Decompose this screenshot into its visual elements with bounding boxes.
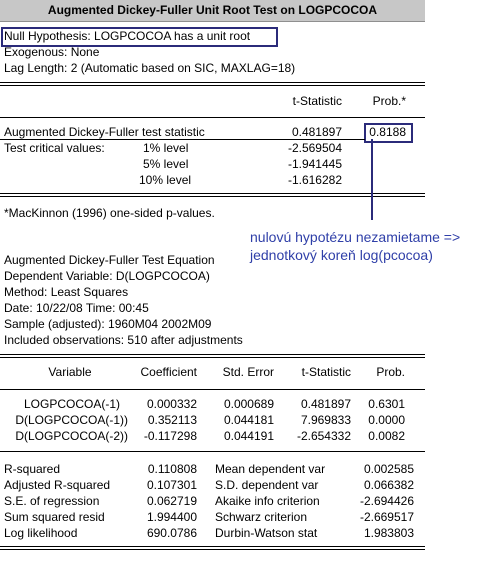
stat-value: 0.062719 (146, 494, 197, 508)
divider (0, 85, 425, 86)
stat-value: -2.669517 (359, 510, 414, 524)
coef-tstat: 7.969833 (300, 413, 351, 427)
adf-tstat-value: 0.481897 (291, 125, 342, 139)
dependent-variable: Dependent Variable: D(LOGPCOCOA) (4, 269, 210, 283)
output-title: Augmented Dickey-Fuller Unit Root Test on LOGPCOCOA (47, 3, 378, 17)
critical-value: -1.616282 (287, 173, 342, 187)
col-header-tstatistic: t-Statistic (292, 94, 342, 108)
stat-label: Durbin-Watson stat (215, 526, 318, 540)
col-header-prob: Prob.* (372, 94, 406, 108)
adf-prob-value: 0.8188 (369, 125, 406, 139)
coef-tstat: -2.654332 (296, 429, 351, 443)
divider (0, 357, 425, 358)
stat-label: Sum squared resid (4, 510, 105, 524)
stat-label: Schwarz criterion (215, 510, 308, 524)
coef-variable: D(LOGPCOCOA(-1)) (15, 413, 128, 427)
critical-level: 5% level (143, 157, 189, 171)
coef-value: 0.352113 (147, 413, 197, 427)
divider (0, 389, 425, 390)
lag-length: Lag Length: 2 (Automatic based on SIC, MAXLAG=18) (4, 61, 296, 75)
stat-value: 1.994400 (146, 510, 197, 524)
stat-value: 690.0786 (146, 526, 197, 540)
stat-label: S.E. of regression (4, 494, 100, 508)
divider (0, 549, 425, 550)
divider (0, 451, 425, 452)
annotation-line-1: nulovú hypotézu nezamietame => (250, 229, 461, 245)
coef-variable: D(LOGPCOCOA(-2)) (15, 429, 128, 443)
critical-value: -1.941445 (287, 157, 342, 171)
coef-std-error: 0.044191 (223, 429, 274, 443)
divider (0, 354, 425, 355)
coef-prob: 0.6301 (368, 397, 405, 411)
stat-value: 0.110808 (147, 462, 197, 476)
divider (0, 139, 365, 140)
stat-value: 0.107301 (146, 478, 197, 492)
mackinnon-footnote: *MacKinnon (1996) one-sided p-values. (4, 206, 215, 220)
stat-label: Log likelihood (4, 526, 78, 540)
annotation-line-2: jednotkový koreň log(pcocoa) (250, 247, 433, 263)
stat-label: Adjusted R-squared (4, 478, 111, 492)
coef-prob: 0.0000 (368, 413, 405, 427)
adf-stat-label: Augmented Dickey-Fuller test statistic (4, 125, 205, 139)
coef-std-error: 0.000689 (223, 397, 274, 411)
divider (0, 117, 425, 118)
divider (0, 82, 425, 83)
coef-tstat: 0.481897 (300, 397, 351, 411)
critical-values-label: Test critical values: (4, 141, 105, 155)
included-observations: Included observations: 510 after adjustments (4, 333, 243, 347)
divider (0, 546, 425, 547)
coef-header-variable: Variable (48, 365, 92, 379)
critical-level: 10% level (139, 173, 192, 187)
method: Method: Least Squares (4, 285, 129, 299)
null-hypothesis: Null Hypothesis: LOGPCOCOA has a unit root (4, 29, 251, 43)
critical-value: -2.569504 (287, 141, 342, 155)
exogenous: Exogenous: None (4, 45, 100, 59)
coef-header-prob: Prob. (376, 365, 405, 379)
coef-variable: LOGPCOCOA(-1) (23, 397, 120, 411)
stat-value: 0.002585 (363, 462, 414, 476)
stat-value: 0.066382 (363, 478, 414, 492)
coef-std-error: 0.044181 (223, 413, 274, 427)
coef-prob: 0.0082 (368, 429, 405, 443)
divider (0, 193, 425, 194)
coef-header-tstatistic: t-Statistic (301, 365, 351, 379)
stat-label: R-squared (4, 462, 61, 476)
coef-value: 0.000332 (146, 397, 197, 411)
stat-label: S.D. dependent var (215, 478, 319, 492)
date-time: Date: 10/22/08 Time: 00:45 (4, 301, 149, 315)
coef-header-std-error: Std. Error (222, 365, 274, 379)
stat-value: 1.983803 (363, 526, 414, 540)
stat-label: Akaike info criterion (215, 494, 320, 508)
coef-header-coefficient: Coefficient (140, 365, 197, 379)
critical-level: 1% level (143, 141, 189, 155)
divider (0, 196, 425, 197)
stat-label: Mean dependent var (215, 462, 326, 476)
annotation-pointer-line (371, 139, 373, 220)
equation-title: Augmented Dickey-Fuller Test Equation (4, 253, 215, 267)
sample: Sample (adjusted): 1960M04 2002M09 (4, 317, 212, 331)
stat-value: -2.694426 (359, 494, 414, 508)
coef-value: -0.117298 (143, 429, 197, 443)
